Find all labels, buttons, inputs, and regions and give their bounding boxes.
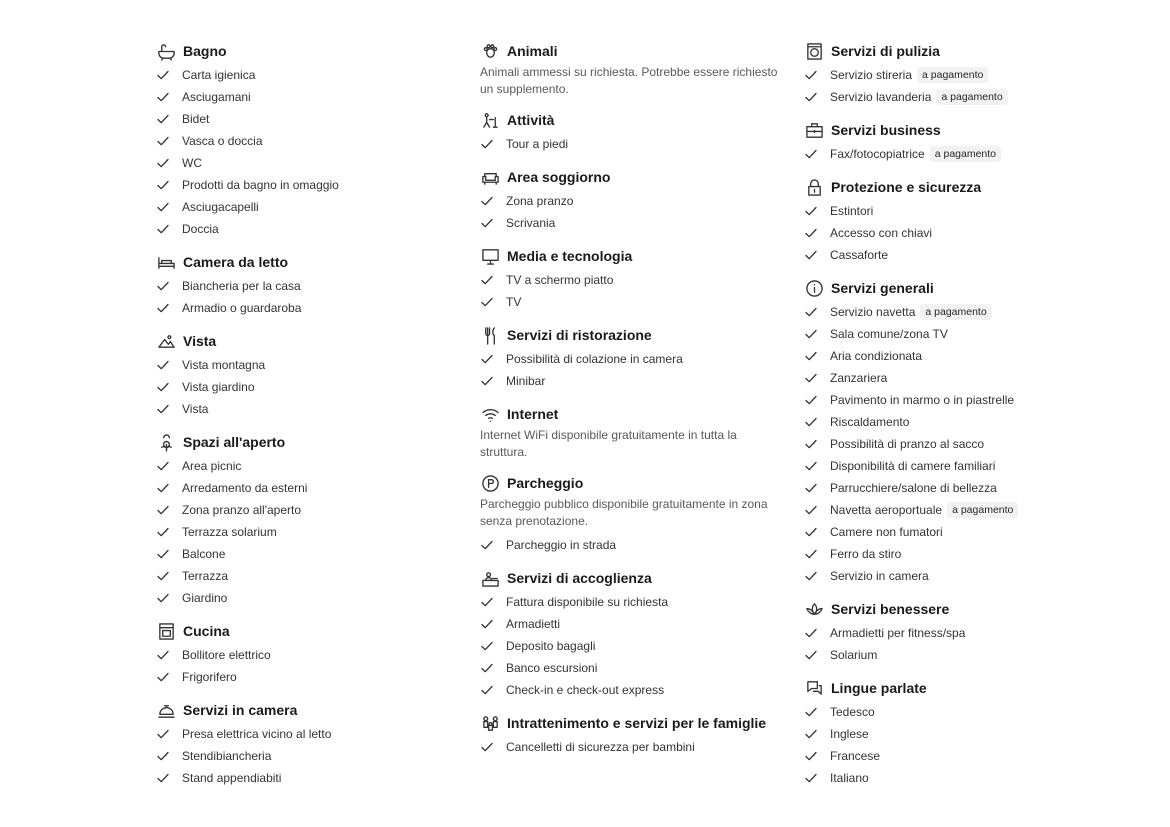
amenity-label: Riscaldamento [830, 415, 910, 429]
amenity-label: Armadietti [506, 617, 561, 631]
section-title: Bagno [183, 43, 227, 59]
amenity-label: Vista giardino [182, 380, 255, 394]
amenity-item [804, 367, 1018, 389]
facilities-column-1 [156, 38, 339, 798]
amenity-label: Vista montagna [182, 358, 266, 372]
amenity-item [804, 244, 1018, 266]
section-header [156, 429, 339, 455]
amenity-item [804, 565, 1018, 587]
checkmark-icon [156, 648, 170, 662]
checkmark-icon [804, 727, 818, 741]
amenity-item [156, 455, 339, 477]
checkmark-icon [804, 415, 818, 429]
section-internet [480, 401, 780, 461]
info-icon [804, 278, 824, 298]
checkmark-icon [804, 147, 818, 161]
checkmark-icon [804, 305, 818, 319]
amenity-item [156, 354, 339, 376]
amenity-label: Tedesco [830, 705, 875, 719]
checkmark-icon [804, 459, 818, 473]
amenity-label: Fax/fotocopiatrice [830, 147, 925, 161]
sofa-icon [480, 167, 500, 187]
checkmark-icon [480, 194, 494, 208]
checkmark-icon [480, 295, 494, 309]
amenity-label: Giardino [182, 591, 228, 605]
amenity-label: Parcheggio in strada [506, 538, 617, 552]
amenity-label: Frigorifero [182, 670, 237, 684]
amenity-label: TV [506, 295, 522, 309]
checkmark-icon [480, 137, 494, 151]
amenity-item [804, 433, 1018, 455]
checkmark-icon [156, 569, 170, 583]
checkmark-icon [480, 352, 494, 366]
section-header [480, 107, 780, 133]
amenity-label: Carta igienica [182, 68, 256, 82]
amenity-label: Sala comune/zona TV [830, 327, 948, 341]
amenity-label: Terrazza solarium [182, 525, 277, 539]
amenity-item [804, 622, 1018, 644]
checkmark-icon [480, 683, 494, 697]
amenity-item [804, 222, 1018, 244]
checkmark-icon [156, 525, 170, 539]
checkmark-icon [156, 503, 170, 517]
section-header [480, 565, 780, 591]
checkmark-icon [804, 569, 818, 583]
amenity-item [156, 723, 339, 745]
amenity-label: Navetta aeroportuale [830, 503, 943, 517]
amenity-label: Disponibilità di camere familiari [830, 459, 996, 473]
amenity-label: Biancheria per la casa [182, 279, 301, 293]
amenity-label: Servizio stireria [830, 68, 913, 82]
section-title: Servizi di accoglienza [507, 570, 652, 586]
amenity-label: Banco escursioni [506, 661, 598, 675]
bed-icon [156, 252, 176, 272]
section-title: Servizi di pulizia [831, 43, 940, 59]
facilities-column-2 [480, 38, 780, 767]
amenity-label: Aria condizionata [830, 349, 923, 363]
section-header [804, 117, 1018, 143]
checkmark-icon [804, 749, 818, 763]
section-header [804, 675, 1018, 701]
section-title: Vista [183, 333, 217, 349]
amenity-label: Scrivania [506, 216, 556, 230]
amenity-label: Fattura disponibile su richiesta [506, 595, 669, 609]
section-description: Parcheggio pubblico disponibile gratuitamente in zona senza prenotazione. [480, 497, 768, 528]
section-lingue-parlate [804, 675, 1018, 789]
section-header [156, 618, 339, 644]
section-header [804, 174, 1018, 200]
fee-badge: a pagamento [930, 146, 1001, 162]
checkmark-icon [156, 156, 170, 170]
amenity-item [804, 86, 1018, 108]
checkmark-icon [804, 204, 818, 218]
section-parcheggio [480, 470, 780, 556]
section-title: Cucina [183, 623, 230, 639]
amenity-label: Deposito bagagli [506, 639, 596, 653]
amenity-label: Stendibiancheria [182, 749, 272, 763]
checkmark-icon [804, 68, 818, 82]
amenity-label: Pavimento in marmo o in piastrelle [830, 393, 1015, 407]
section-header [804, 275, 1018, 301]
amenity-label: Cancelletti di sicurezza per bambini [506, 740, 695, 754]
amenity-item [804, 701, 1018, 723]
checkmark-icon [156, 200, 170, 214]
fee-badge: a pagamento [947, 502, 1018, 518]
reception-icon [480, 568, 500, 588]
amenity-label: Possibilità di colazione in camera [506, 352, 683, 366]
checkmark-icon [480, 595, 494, 609]
amenity-item [156, 499, 339, 521]
amenity-item [804, 301, 1018, 323]
amenity-label: Arredamento da esterni [182, 481, 308, 495]
amenity-item [804, 143, 1018, 165]
fork-knife-icon [480, 325, 500, 345]
amenity-item [804, 411, 1018, 433]
room-service-icon [156, 700, 176, 720]
amenity-item [156, 86, 339, 108]
flower-icon [156, 432, 176, 452]
amenity-label: Zona pranzo all'aperto [182, 503, 302, 517]
amenity-label: Check-in e check-out express [506, 683, 665, 697]
fee-badge: a pagamento [917, 67, 988, 83]
checkmark-icon [156, 591, 170, 605]
amenity-label: Cassaforte [830, 248, 889, 262]
amenity-item [480, 269, 780, 291]
amenity-item [480, 133, 780, 155]
section-servizi-di-accoglienza [480, 565, 780, 701]
activity-icon [480, 110, 500, 130]
section-vista [156, 328, 339, 420]
section-title: Animali [507, 43, 558, 59]
section-header [480, 243, 780, 269]
checkmark-icon [156, 771, 170, 785]
checkmark-icon [804, 503, 818, 517]
checkmark-icon [804, 648, 818, 662]
section-servizi-di-ristorazione [480, 322, 780, 392]
amenity-item [804, 723, 1018, 745]
amenity-label: Armadio o guardaroba [182, 301, 302, 315]
amenity-item [804, 767, 1018, 789]
checkmark-icon [480, 661, 494, 675]
amenity-item [480, 534, 780, 556]
paw-icon [480, 41, 500, 61]
amenity-item [156, 398, 339, 420]
amenity-item [480, 635, 780, 657]
amenity-item [480, 613, 780, 635]
section-servizi-generali [804, 275, 1018, 587]
section-area-soggiorno [480, 164, 780, 234]
checkmark-icon [480, 273, 494, 287]
section-intrattenimento-e-servizi-per-le-famiglie [480, 710, 780, 758]
checkmark-icon [804, 327, 818, 341]
amenity-label: Bollitore elettrico [182, 648, 271, 662]
monitor-icon [480, 246, 500, 266]
section-servizi-business [804, 117, 1018, 165]
amenity-label: Servizio lavanderia [830, 90, 932, 104]
amenity-item [804, 499, 1018, 521]
section-header [480, 470, 780, 496]
section-cucina [156, 618, 339, 688]
bath-icon [156, 41, 176, 61]
amenity-item [480, 212, 780, 234]
section-title: Servizi generali [831, 280, 934, 296]
amenity-label: Doccia [182, 222, 219, 236]
checkmark-icon [156, 178, 170, 192]
section-header [156, 697, 339, 723]
amenity-item [480, 370, 780, 392]
amenity-item [156, 644, 339, 666]
section-title: Intrattenimento e servizi per le famiglie [507, 715, 767, 731]
amenity-item [804, 64, 1018, 86]
fee-badge: a pagamento [920, 304, 991, 320]
wifi-icon [480, 404, 500, 424]
mountain-view-icon [156, 331, 176, 351]
section-animali [480, 38, 780, 98]
checkmark-icon [156, 727, 170, 741]
checkmark-icon [156, 547, 170, 561]
amenity-item [156, 565, 339, 587]
section-servizi-di-pulizia [804, 38, 1018, 108]
amenity-item [156, 543, 339, 565]
chat-bubbles-icon [804, 678, 824, 698]
amenity-item [156, 64, 339, 86]
checkmark-icon [156, 670, 170, 684]
section-header [804, 38, 1018, 64]
amenity-item [480, 291, 780, 313]
amenity-item [156, 275, 339, 297]
amenity-item [156, 152, 339, 174]
amenity-item [480, 348, 780, 370]
amenity-item [156, 767, 339, 789]
section-description: Animali ammessi su richiesta. Potrebbe essere richiesto un supplemento. [480, 65, 778, 96]
amenity-label: Francese [830, 749, 881, 763]
checkmark-icon [156, 90, 170, 104]
section-title: Servizi in camera [183, 702, 298, 718]
checkmark-icon [156, 112, 170, 126]
amenity-label: Inglese [830, 727, 869, 741]
section-title: Servizi di ristorazione [507, 327, 652, 343]
amenity-label: Parrucchiere/salone di bellezza [830, 481, 997, 495]
amenity-label: Possibilità di pranzo al sacco [830, 437, 985, 451]
oven-icon [156, 621, 176, 641]
section-title: Lingue parlate [831, 680, 927, 696]
amenity-label: Presa elettrica vicino al letto [182, 727, 332, 741]
amenity-label: Bidet [182, 112, 210, 126]
amenity-item [480, 736, 780, 758]
amenity-item [156, 521, 339, 543]
amenity-item [156, 745, 339, 767]
amenity-item [804, 543, 1018, 565]
section-title: Servizi benessere [831, 601, 950, 617]
amenity-label: Ferro da stiro [830, 547, 902, 561]
amenity-label: Minibar [506, 374, 546, 388]
checkmark-icon [156, 134, 170, 148]
lotus-icon [804, 599, 824, 619]
checkmark-icon [804, 626, 818, 640]
section-header [480, 322, 780, 348]
section-attivita [480, 107, 780, 155]
amenity-item [804, 745, 1018, 767]
amenity-item [804, 521, 1018, 543]
amenity-item [804, 644, 1018, 666]
checkmark-icon [156, 481, 170, 495]
amenity-label: Tour a piedi [506, 137, 569, 151]
checkmark-icon [156, 380, 170, 394]
amenity-item [156, 174, 339, 196]
section-header [156, 38, 339, 64]
amenity-label: Accesso con chiavi [830, 226, 933, 240]
amenity-item [480, 190, 780, 212]
amenity-label: Terrazza [182, 569, 229, 583]
checkmark-icon [156, 301, 170, 315]
section-title: Servizi business [831, 122, 941, 138]
checkmark-icon [804, 547, 818, 561]
checkmark-icon [156, 222, 170, 236]
amenity-item [156, 218, 339, 240]
section-protezione-e-sicurezza [804, 174, 1018, 266]
amenity-item [804, 323, 1018, 345]
checkmark-icon [804, 705, 818, 719]
parking-icon [480, 473, 500, 493]
amenity-label: Prodotti da bagno in omaggio [182, 178, 339, 192]
section-media-e-tecnologia [480, 243, 780, 313]
amenity-label: Vasca o doccia [182, 134, 263, 148]
amenity-item [804, 389, 1018, 411]
checkmark-icon [804, 349, 818, 363]
section-header [480, 710, 780, 736]
washing-machine-icon [804, 41, 824, 61]
amenity-label: Camere non fumatori [830, 525, 943, 539]
section-title: Spazi all'aperto [183, 434, 286, 450]
family-icon [480, 713, 500, 733]
facilities-column-3 [804, 38, 1018, 798]
checkmark-icon [480, 216, 494, 230]
checkmark-icon [804, 226, 818, 240]
amenity-label: Zanzariera [830, 371, 888, 385]
amenity-label: TV a schermo piatto [506, 273, 614, 287]
checkmark-icon [156, 459, 170, 473]
amenity-label: Vista [182, 402, 209, 416]
amenity-label: WC [182, 156, 202, 170]
amenity-label: Balcone [182, 547, 226, 561]
checkmark-icon [480, 639, 494, 653]
section-header [480, 401, 780, 427]
section-spazi-all-aperto [156, 429, 339, 609]
section-servizi-benessere [804, 596, 1018, 666]
section-title: Protezione e sicurezza [831, 179, 982, 195]
section-camera-da-letto [156, 249, 339, 319]
checkmark-icon [156, 279, 170, 293]
amenity-label: Asciugamani [182, 90, 251, 104]
checkmark-icon [480, 740, 494, 754]
section-header [804, 596, 1018, 622]
amenity-label: Asciugacapelli [182, 200, 259, 214]
checkmark-icon [156, 68, 170, 82]
checkmark-icon [156, 749, 170, 763]
amenity-label: Armadietti per fitness/spa [830, 626, 966, 640]
amenity-item [156, 108, 339, 130]
amenity-label: Zona pranzo [506, 194, 574, 208]
checkmark-icon [156, 358, 170, 372]
section-header [156, 328, 339, 354]
amenity-label: Italiano [830, 771, 869, 785]
section-header [480, 38, 780, 64]
section-title: Internet [507, 406, 559, 422]
checkmark-icon [480, 374, 494, 388]
checkmark-icon [804, 393, 818, 407]
amenity-item [156, 196, 339, 218]
amenity-item [804, 455, 1018, 477]
amenity-item [156, 130, 339, 152]
amenity-label: Stand appendiabiti [182, 771, 282, 785]
amenity-label: Servizio navetta [830, 305, 916, 319]
section-servizi-in-camera [156, 697, 339, 789]
section-description: Internet WiFi disponibile gratuitamente in tutta la struttura. [480, 428, 737, 459]
amenity-item [480, 679, 780, 701]
checkmark-icon [480, 617, 494, 631]
amenity-item [156, 297, 339, 319]
amenity-item [480, 657, 780, 679]
section-header [480, 164, 780, 190]
checkmark-icon [480, 538, 494, 552]
section-title: Attività [507, 112, 555, 128]
amenity-item [804, 477, 1018, 499]
amenity-item [156, 587, 339, 609]
amenity-item [156, 477, 339, 499]
section-bagno [156, 38, 339, 240]
checkmark-icon [804, 481, 818, 495]
checkmark-icon [804, 437, 818, 451]
amenity-item [804, 345, 1018, 367]
amenity-label: Solarium [830, 648, 878, 662]
section-title: Media e tecnologia [507, 248, 633, 264]
section-title: Parcheggio [507, 475, 584, 491]
amenity-item [156, 376, 339, 398]
amenity-label: Servizio in camera [830, 569, 929, 583]
amenity-item [804, 200, 1018, 222]
section-title: Area soggiorno [507, 169, 611, 185]
checkmark-icon [156, 402, 170, 416]
section-title: Camera da letto [183, 254, 289, 270]
amenity-label: Area picnic [182, 459, 242, 473]
checkmark-icon [804, 90, 818, 104]
amenity-item [480, 591, 780, 613]
checkmark-icon [804, 248, 818, 262]
section-header [156, 249, 339, 275]
amenity-label: Estintori [830, 204, 874, 218]
checkmark-icon [804, 371, 818, 385]
fee-badge: a pagamento [936, 89, 1007, 105]
checkmark-icon [804, 525, 818, 539]
checkmark-icon [804, 771, 818, 785]
amenity-item [156, 666, 339, 688]
briefcase-icon [804, 120, 824, 140]
lock-icon [804, 177, 824, 197]
